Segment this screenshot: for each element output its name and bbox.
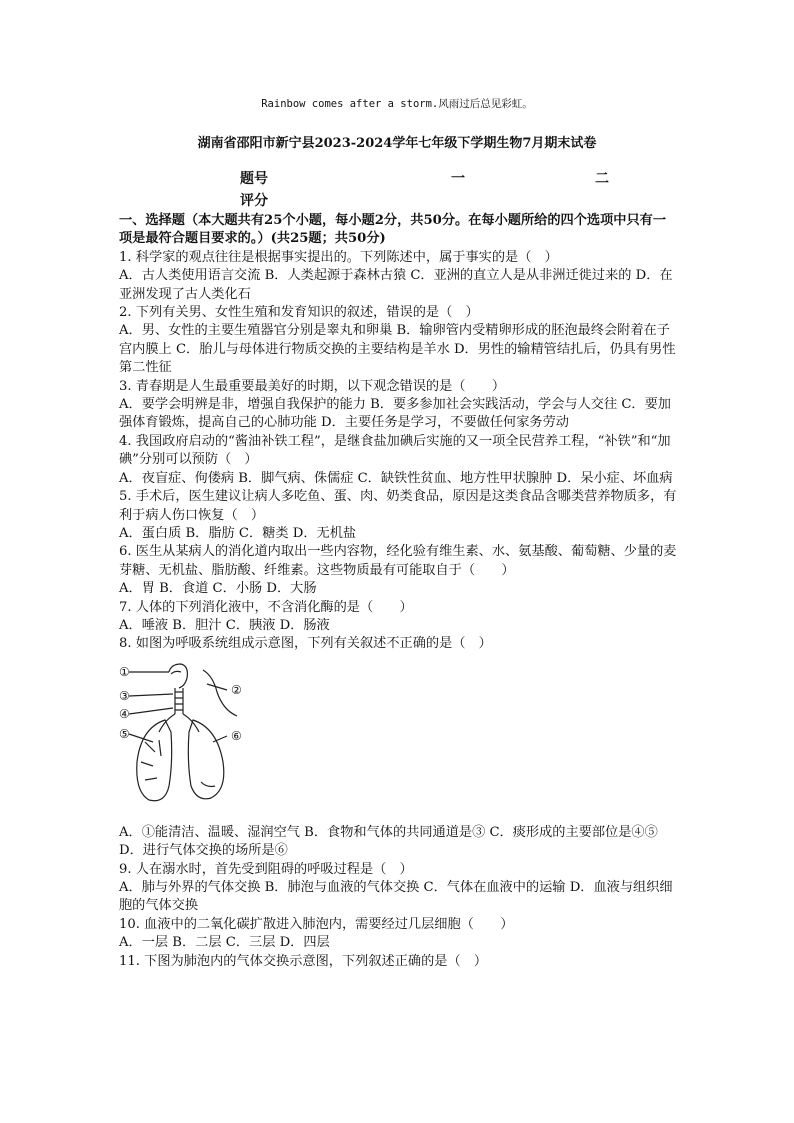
- option-line: A．胃 B．食道 C．小肠 D．大肠: [119, 581, 317, 597]
- option-line: A．肺与外界的气体交换 B．肺泡与血液的气体交换 C．气体在血液中的运输 D．血液与组织细胞的气体交换: [119, 879, 673, 914]
- question-line: 5. 手术后，医生建议让病人多吃鱼、蛋、肉、奶类食品，原因是这类食品含哪类营养物质多，有利于病人伤口恢复（ ）: [119, 489, 677, 523]
- figure-label-3: ③: [119, 688, 130, 703]
- score-label-score: 评分: [240, 193, 268, 209]
- figure-label-4: ④: [119, 706, 130, 721]
- page-title: 湖南省邵阳市新宁县2023-2024学年七年级下学期生物7月期末试卷: [197, 136, 597, 151]
- option-line: A．唾液 B．胆汁 C．胰液 D．肠液: [119, 617, 330, 633]
- figure-label-1: ①: [119, 664, 130, 679]
- question-line: 4. 我国政府启动的“酱油补铁工程”，是继食盐加碘后实施的又一项全民营养工程，“补铁”和“加碘”分别可以预防（ ）: [119, 433, 671, 468]
- respiratory-diagram: [119, 662, 259, 814]
- option-line: A．夜盲症、佝偻病 B．脚气病、侏儒症 C．缺铁性贫血、地方性甲状腺肿 D．呆小症、坏血病: [119, 470, 673, 486]
- question-line: 7. 人体的下列消化液中，不含消化酶的是（ ）: [119, 599, 413, 615]
- option-line: A．一层 B．二层 C．三层 D．四层: [119, 935, 330, 951]
- question-line: 1. 科学家的观点往往是根据事实提出的。下列陈述中，属于事实的是（ ）: [119, 249, 558, 265]
- figure-label-5: ⑤: [119, 726, 130, 741]
- score-label-question: 题号: [240, 171, 268, 187]
- question-line: 11. 下图为肺泡内的气体交换示意图，下列叙述正确的是（ ）: [119, 953, 488, 969]
- question-line: 8. 如图为呼吸系统组成示意图，下列有关叙述不正确的是（ ）: [119, 636, 492, 652]
- respiratory-system-figure: [119, 662, 679, 814]
- score-col-1: 一: [451, 171, 465, 187]
- option-line: A．蛋白质 B．脂肪 C．糖类 D．无机盐: [119, 525, 357, 541]
- score-col-2: 二: [595, 171, 609, 187]
- option-line: A．古人类使用语言交流 B．人类起源于森林古猿 C．亚洲的直立人是从非洲迁徙过来的 D．在亚洲发现了古人类化石: [119, 268, 673, 302]
- question-line: 2. 下列有关男、女性生殖和发育知识的叙述，错误的是（ ）: [119, 305, 479, 321]
- option-line: A．要学会明辨是非，增强自我保护的能力 B．要多参加社会实践活动，学会与人交往 C．要加强体育锻炼，提高自己的心肺功能 D．主要任务是学习，不要做任何家务劳动: [119, 397, 671, 431]
- exam-content: [119, 212, 679, 971]
- question-line: 10. 血液中的二氧化碳扩散进入肺泡内，需要经过几层细胞（ ）: [119, 916, 514, 932]
- motto: Rainbow comes after a storm.风雨过后总见彩虹。: [261, 98, 533, 110]
- figure-label-6: ⑥: [231, 728, 242, 743]
- question-line: 6. 医生从某病人的消化道内取出一些内容物，经化验有维生素、水、氨基酸、葡萄糖、少量的麦芽糖、无机盐、脂肪酸、纤维素。这些物质最有可能取自于（ ）: [119, 544, 677, 578]
- figure-label-2: ②: [231, 682, 242, 697]
- option-line: A．①能清洁、温暖、湿润空气 B．食物和气体的共同通道是③ C．痰形成的主要部位是④⑤ D．进行气体交换的场所是⑥: [119, 824, 658, 859]
- section-heading: 一、选择题（本大题共有25个小题，每小题2分，共50分。在每小题所给的四个选项中只有一项是最符合题目要求的。）(共25题；共50分): [119, 213, 667, 247]
- question-line: 9. 人在溺水时，首先受到阻碍的呼吸过程是（ ）: [119, 861, 413, 877]
- question-line: 3. 青春期是人生最重要最美好的时期，以下观念错误的是（ ）: [119, 378, 506, 394]
- option-line: A．男、女性的主要生殖器官分别是睾丸和卵巢 B．输卵管内受精卵形成的胚泡最终会附着在子宫内膜上 C．胎儿与母体进行物质交换的主要结构是羊水 D．男性的输精管结扎后，仍具有男性第二性征: [119, 323, 676, 376]
